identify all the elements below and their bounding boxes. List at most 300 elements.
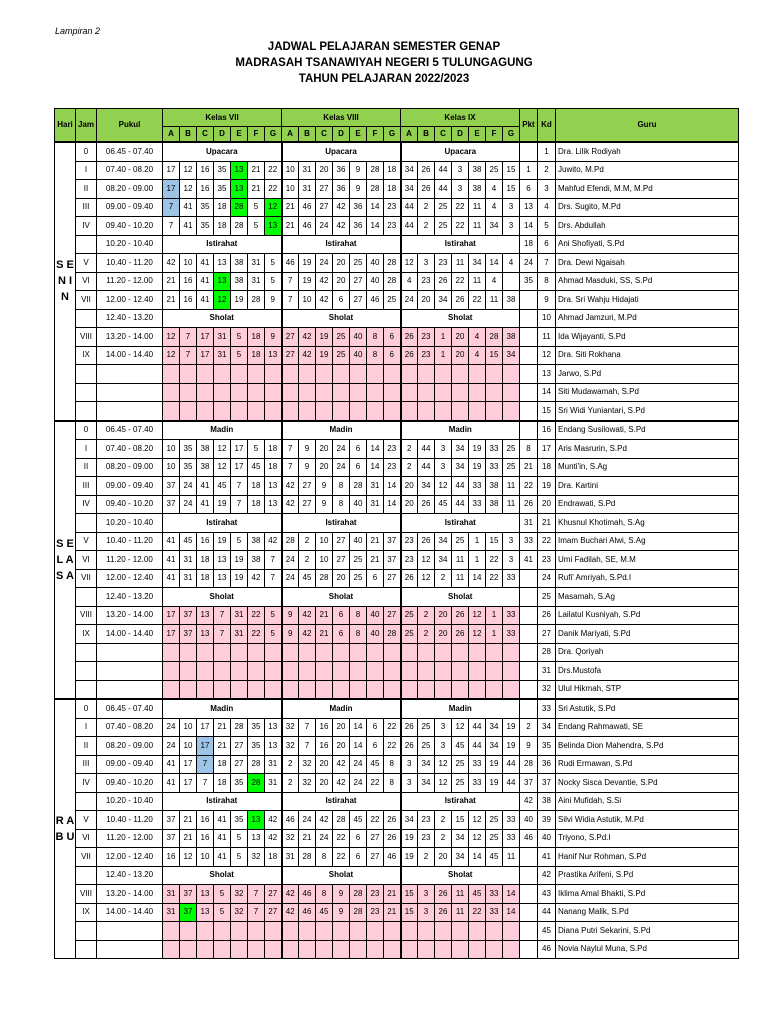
- class-cell-k7-C: 41: [197, 291, 214, 310]
- class-cell-k8-A: 9: [282, 606, 299, 625]
- class-cell-k7-B: 35: [180, 458, 197, 477]
- class-cell-k9-B: 3: [418, 903, 435, 922]
- class-cell-k9-F: 11: [486, 291, 503, 310]
- teacher-code: 2: [538, 161, 556, 180]
- table-row: [55, 458, 739, 477]
- class-cell-k8-A: 21: [282, 217, 299, 236]
- class-cell-k9-C: 26: [435, 885, 452, 904]
- class-cell-k7-B: 17: [180, 774, 197, 793]
- class-cell-k8-E: 6: [350, 848, 367, 867]
- class-cell-k9-A: [401, 365, 418, 384]
- class-cell-k7-A: [163, 922, 180, 941]
- class-cell-k7-G: 7: [265, 551, 282, 570]
- class-cell-k7-C: 38: [197, 458, 214, 477]
- class-cell-k9-E: 11: [469, 217, 486, 236]
- class-cell-k7-A: 16: [163, 848, 180, 867]
- class-cell-k9-B: [418, 402, 435, 421]
- class-cell-k7-E: 27: [231, 755, 248, 774]
- class-cell-k7-E: [231, 922, 248, 941]
- class-cell-k8-D: 42: [333, 198, 350, 217]
- table-row: [55, 755, 739, 774]
- header-col-B: B: [180, 127, 197, 143]
- class-cell-k8-D: 42: [333, 774, 350, 793]
- class-cell-k8-G: 23: [384, 440, 401, 459]
- table-row: [55, 811, 739, 830]
- class-cell-k7-B: 24: [180, 495, 197, 514]
- teacher-name: Masamah, S.Ag: [556, 588, 739, 607]
- class-cell-k9-E: 33: [469, 755, 486, 774]
- class-cell-k8-B: 27: [299, 495, 316, 514]
- class-cell-k8-F: [367, 662, 384, 681]
- class-cell-k7-D: [214, 402, 231, 421]
- class-cell-k7-F: 38: [248, 551, 265, 570]
- class-cell-k7-E: 19: [231, 551, 248, 570]
- class-cell-k9-A: 23: [401, 532, 418, 551]
- class-cell-k8-E: 40: [350, 346, 367, 365]
- class-cell-k8-A: 42: [282, 903, 299, 922]
- class-cell-k9-G: [503, 922, 520, 941]
- class-cell-k9-A: 15: [401, 885, 418, 904]
- pkt-cell: 40: [520, 811, 538, 830]
- teacher-code: 39: [538, 811, 556, 830]
- jam-cell: [76, 383, 97, 402]
- class-cell-k7-G: 12: [265, 198, 282, 217]
- class-cell-k9-D: 34: [452, 848, 469, 867]
- teacher-code: 23: [538, 551, 556, 570]
- class-cell-k9-E: 4: [469, 328, 486, 347]
- class-cell-k9-E: 14: [469, 569, 486, 588]
- class-cell-k9-A: 44: [401, 198, 418, 217]
- class-cell-k7-D: [214, 365, 231, 384]
- class-cell-k9-A: [401, 922, 418, 941]
- pkt-cell: 14: [520, 217, 538, 236]
- class-cell-k9-B: 26: [418, 180, 435, 199]
- day-name: S E L A S A: [55, 421, 76, 700]
- teacher-name: Khusnul Khotimah, S.Ag: [556, 514, 739, 533]
- teacher-code: 12: [538, 346, 556, 365]
- pukul-cell: 11.20 - 12.00: [97, 829, 163, 848]
- class-cell-k8-C: 19: [316, 328, 333, 347]
- class-cell-k8-B: 10: [299, 291, 316, 310]
- class-cell-k9-C: 26: [435, 272, 452, 291]
- class-cell-k7-B: 7: [180, 328, 197, 347]
- class-cell-k8-D: [333, 643, 350, 662]
- table-row: [55, 235, 739, 254]
- class-cell-k7-B: 37: [180, 885, 197, 904]
- class-cell-k7-A: 24: [163, 718, 180, 737]
- class-cell-k7-C: 38: [197, 440, 214, 459]
- class-cell-k8-A: 42: [282, 495, 299, 514]
- pkt-cell: [520, 940, 538, 959]
- class-cell-k7-A: 37: [163, 829, 180, 848]
- class-cell-k8-F: 27: [367, 829, 384, 848]
- break-label: Sholat: [282, 309, 401, 328]
- class-cell-k7-B: [180, 365, 197, 384]
- class-cell-k7-G: 13: [265, 346, 282, 365]
- class-cell-k8-C: 20: [316, 440, 333, 459]
- class-cell-k9-B: 23: [418, 811, 435, 830]
- class-cell-k9-G: [503, 365, 520, 384]
- header-col-D: D: [333, 127, 350, 143]
- class-cell-k7-C: 16: [197, 161, 214, 180]
- teacher-name: Ulul Hikmah, STP: [556, 680, 739, 699]
- class-cell-k9-B: 2: [418, 625, 435, 644]
- class-cell-k9-F: [486, 922, 503, 941]
- class-cell-k7-C: [197, 365, 214, 384]
- class-cell-k7-F: 21: [248, 161, 265, 180]
- class-cell-k8-G: [384, 662, 401, 681]
- jam-cell: III: [76, 198, 97, 217]
- pukul-cell: 13.20 - 14.00: [97, 885, 163, 904]
- class-cell-k9-F: 4: [486, 272, 503, 291]
- table-row: [55, 625, 739, 644]
- pukul-cell: [97, 402, 163, 421]
- class-cell-k7-F: 18: [248, 495, 265, 514]
- class-cell-k8-F: [367, 940, 384, 959]
- class-cell-k8-E: 36: [350, 198, 367, 217]
- pkt-cell: 26: [520, 495, 538, 514]
- jam-cell: [76, 643, 97, 662]
- class-cell-k7-E: 32: [231, 903, 248, 922]
- table-row: [55, 161, 739, 180]
- class-cell-k8-B: 24: [299, 811, 316, 830]
- class-cell-k8-D: 6: [333, 291, 350, 310]
- class-cell-k8-D: 8: [333, 495, 350, 514]
- break-label: Istirahat: [282, 235, 401, 254]
- class-cell-k9-D: 26: [452, 625, 469, 644]
- break-label: Istirahat: [163, 235, 282, 254]
- class-cell-k7-F: 22: [248, 625, 265, 644]
- class-cell-k8-E: [350, 402, 367, 421]
- break-label: Istirahat: [282, 792, 401, 811]
- class-cell-k7-A: 42: [163, 254, 180, 273]
- teacher-name: Endang Susilowati, S.Pd: [556, 421, 739, 440]
- pkt-cell: [520, 291, 538, 310]
- class-cell-k9-F: [486, 643, 503, 662]
- class-cell-k9-F: 22: [486, 551, 503, 570]
- class-cell-k9-C: 45: [435, 495, 452, 514]
- jam-cell: I: [76, 440, 97, 459]
- break-label: Madin: [282, 421, 401, 440]
- pukul-cell: 06.45 - 07.40: [97, 142, 163, 161]
- jam-cell: III: [76, 755, 97, 774]
- class-cell-k8-B: 32: [299, 755, 316, 774]
- jam-cell: V: [76, 532, 97, 551]
- jam-cell: [76, 365, 97, 384]
- jam-cell: II: [76, 180, 97, 199]
- class-cell-k9-B: 26: [418, 161, 435, 180]
- class-cell-k7-D: 21: [214, 718, 231, 737]
- teacher-code: 42: [538, 866, 556, 885]
- class-cell-k7-C: [197, 402, 214, 421]
- class-cell-k7-A: 10: [163, 458, 180, 477]
- teacher-code: 25: [538, 588, 556, 607]
- class-cell-k9-D: 11: [452, 903, 469, 922]
- class-cell-k9-C: 3: [435, 718, 452, 737]
- jam-cell: III: [76, 477, 97, 496]
- header-col-G: G: [265, 127, 282, 143]
- class-cell-k8-C: 20: [316, 755, 333, 774]
- teacher-code: 33: [538, 699, 556, 718]
- class-cell-k8-A: 27: [282, 346, 299, 365]
- class-cell-k9-D: 25: [452, 774, 469, 793]
- jam-cell: 0: [76, 142, 97, 161]
- class-cell-k9-E: 1: [469, 551, 486, 570]
- class-cell-k8-A: [282, 680, 299, 699]
- teacher-name: Hanif Nur Rohman, S.Pd: [556, 848, 739, 867]
- class-cell-k9-C: [435, 365, 452, 384]
- class-cell-k8-C: 42: [316, 291, 333, 310]
- day-name: R A B U: [55, 699, 76, 959]
- table-row: [55, 866, 739, 885]
- class-cell-k8-E: 28: [350, 885, 367, 904]
- teacher-name: Drs. Abdullah: [556, 217, 739, 236]
- teacher-name: Drs.Mustofa: [556, 662, 739, 681]
- teacher-name: Triyono, S.Pd.I: [556, 829, 739, 848]
- class-cell-k8-E: [350, 922, 367, 941]
- class-cell-k7-D: 7: [214, 625, 231, 644]
- pukul-cell: 12.40 - 13.20: [97, 309, 163, 328]
- class-cell-k8-G: 6: [384, 328, 401, 347]
- class-cell-k9-D: [452, 402, 469, 421]
- class-cell-k8-A: 28: [282, 532, 299, 551]
- class-cell-k8-E: [350, 940, 367, 959]
- class-cell-k8-D: 36: [333, 161, 350, 180]
- class-cell-k7-G: 18: [265, 848, 282, 867]
- class-cell-k9-C: [435, 680, 452, 699]
- class-cell-k9-G: 25: [503, 458, 520, 477]
- class-cell-k9-F: 4: [486, 180, 503, 199]
- class-cell-k9-D: 11: [452, 569, 469, 588]
- pukul-cell: 09.00 - 09.40: [97, 755, 163, 774]
- pkt-cell: [520, 662, 538, 681]
- teacher-name: Drs. Sugito, M.Pd: [556, 198, 739, 217]
- class-cell-k9-E: 19: [469, 458, 486, 477]
- class-cell-k8-F: 40: [367, 625, 384, 644]
- class-cell-k9-G: 3: [503, 198, 520, 217]
- header-col-E: E: [350, 127, 367, 143]
- class-cell-k8-A: 27: [282, 328, 299, 347]
- class-cell-k7-D: [214, 940, 231, 959]
- class-cell-k7-C: 17: [197, 718, 214, 737]
- class-cell-k8-D: 20: [333, 569, 350, 588]
- class-cell-k8-D: 20: [333, 254, 350, 273]
- class-cell-k8-C: 16: [316, 718, 333, 737]
- jam-cell: [76, 235, 97, 254]
- class-cell-k7-G: 18: [265, 458, 282, 477]
- class-cell-k8-E: 8: [350, 606, 367, 625]
- class-cell-k8-E: 6: [350, 458, 367, 477]
- class-cell-k8-D: 22: [333, 829, 350, 848]
- class-cell-k7-B: 41: [180, 198, 197, 217]
- class-cell-k8-E: 40: [350, 532, 367, 551]
- break-label: Madin: [282, 699, 401, 718]
- class-cell-k7-D: 45: [214, 477, 231, 496]
- class-cell-k9-E: 44: [469, 718, 486, 737]
- pukul-cell: 12.40 - 13.20: [97, 866, 163, 885]
- pukul-cell: 12.40 - 13.20: [97, 588, 163, 607]
- class-cell-k8-B: [299, 383, 316, 402]
- break-label: Sholat: [401, 309, 520, 328]
- class-cell-k8-G: 37: [384, 551, 401, 570]
- class-cell-k9-E: 38: [469, 180, 486, 199]
- class-cell-k8-D: 24: [333, 440, 350, 459]
- class-cell-k8-D: 28: [333, 811, 350, 830]
- teacher-code: 32: [538, 680, 556, 699]
- pkt-cell: 1: [520, 161, 538, 180]
- pkt-cell: 18: [520, 235, 538, 254]
- class-cell-k7-E: [231, 662, 248, 681]
- class-cell-k9-B: 2: [418, 198, 435, 217]
- class-cell-k7-C: 16: [197, 811, 214, 830]
- class-cell-k8-G: 6: [384, 346, 401, 365]
- class-cell-k7-E: [231, 680, 248, 699]
- class-cell-k9-G: 3: [503, 217, 520, 236]
- table-row: [55, 662, 739, 681]
- teacher-code: 14: [538, 383, 556, 402]
- class-cell-k7-E: 19: [231, 569, 248, 588]
- class-cell-k9-D: 11: [452, 254, 469, 273]
- class-cell-k8-D: 6: [333, 625, 350, 644]
- class-cell-k9-G: 33: [503, 569, 520, 588]
- class-cell-k8-B: 46: [299, 903, 316, 922]
- class-cell-k8-G: 23: [384, 217, 401, 236]
- teacher-code: 17: [538, 440, 556, 459]
- class-cell-k7-F: 45: [248, 458, 265, 477]
- class-cell-k7-B: 37: [180, 625, 197, 644]
- class-cell-k8-E: [350, 643, 367, 662]
- class-cell-k8-G: 14: [384, 495, 401, 514]
- class-cell-k9-B: 20: [418, 291, 435, 310]
- class-cell-k8-G: 21: [384, 885, 401, 904]
- class-cell-k9-G: 33: [503, 829, 520, 848]
- class-cell-k9-A: 2: [401, 440, 418, 459]
- pukul-cell: [97, 662, 163, 681]
- teacher-code: 27: [538, 625, 556, 644]
- class-cell-k7-A: 37: [163, 811, 180, 830]
- class-cell-k9-C: 12: [435, 755, 452, 774]
- class-cell-k8-F: [367, 365, 384, 384]
- class-cell-k8-B: 28: [299, 848, 316, 867]
- pkt-cell: [520, 383, 538, 402]
- class-cell-k9-B: [418, 680, 435, 699]
- pkt-cell: 35: [520, 272, 538, 291]
- class-cell-k9-E: 1: [469, 532, 486, 551]
- teacher-code: 38: [538, 792, 556, 811]
- class-cell-k7-G: [265, 922, 282, 941]
- class-cell-k9-G: 11: [503, 495, 520, 514]
- break-label: Madin: [163, 699, 282, 718]
- class-cell-k9-C: 25: [435, 217, 452, 236]
- class-cell-k8-A: 31: [282, 848, 299, 867]
- header-jam: Jam: [76, 109, 97, 143]
- class-cell-k7-G: 13: [265, 477, 282, 496]
- pukul-cell: [97, 940, 163, 959]
- class-cell-k9-C: 44: [435, 161, 452, 180]
- class-cell-k7-F: 13: [248, 829, 265, 848]
- class-cell-k7-B: 10: [180, 254, 197, 273]
- class-cell-k8-G: 37: [384, 532, 401, 551]
- class-cell-k7-E: [231, 940, 248, 959]
- academic-year: TAHUN PELAJARAN 2022/2023: [298, 73, 470, 85]
- teacher-code: 5: [538, 217, 556, 236]
- class-cell-k7-F: 28: [248, 774, 265, 793]
- class-cell-k9-E: 11: [469, 198, 486, 217]
- class-cell-k8-C: [316, 643, 333, 662]
- class-cell-k7-D: 18: [214, 774, 231, 793]
- class-cell-k9-E: 22: [469, 291, 486, 310]
- class-cell-k8-C: 20: [316, 774, 333, 793]
- class-cell-k8-F: 22: [367, 774, 384, 793]
- pkt-cell: [520, 848, 538, 867]
- class-cell-k7-A: 41: [163, 532, 180, 551]
- class-cell-k9-F: [486, 383, 503, 402]
- class-cell-k8-G: 25: [384, 291, 401, 310]
- class-cell-k7-E: 7: [231, 477, 248, 496]
- jam-cell: VII: [76, 848, 97, 867]
- class-cell-k7-E: 35: [231, 811, 248, 830]
- teacher-name: Munti'in, S.Ag: [556, 458, 739, 477]
- class-cell-k8-G: 26: [384, 811, 401, 830]
- lampiran-label: Lampiran 2: [55, 26, 101, 36]
- class-cell-k9-G: [503, 940, 520, 959]
- class-cell-k9-F: [486, 365, 503, 384]
- table-row: [55, 477, 739, 496]
- class-cell-k8-C: 45: [316, 903, 333, 922]
- class-cell-k7-C: 35: [197, 217, 214, 236]
- class-cell-k7-E: 38: [231, 254, 248, 273]
- class-cell-k9-G: 15: [503, 180, 520, 199]
- teacher-name: Dra. Lilik Rodiyah: [556, 142, 739, 161]
- teacher-code: 37: [538, 774, 556, 793]
- class-cell-k7-C: [197, 940, 214, 959]
- header-hari: Hari: [55, 109, 76, 143]
- class-cell-k8-A: [282, 643, 299, 662]
- class-cell-k8-D: 25: [333, 328, 350, 347]
- teacher-name: Aris Masrurin, S.Pd: [556, 440, 739, 459]
- class-cell-k8-E: 40: [350, 495, 367, 514]
- class-cell-k7-F: [248, 662, 265, 681]
- class-cell-k7-B: 12: [180, 848, 197, 867]
- class-cell-k8-A: 2: [282, 774, 299, 793]
- class-cell-k9-F: 33: [486, 440, 503, 459]
- pukul-cell: [97, 922, 163, 941]
- class-cell-k9-B: 34: [418, 477, 435, 496]
- class-cell-k9-C: 3: [435, 440, 452, 459]
- class-cell-k9-C: [435, 383, 452, 402]
- class-cell-k9-C: 23: [435, 254, 452, 273]
- class-cell-k7-G: 13: [265, 737, 282, 756]
- table-row: [55, 514, 739, 533]
- class-cell-k9-F: 25: [486, 811, 503, 830]
- class-cell-k7-G: 31: [265, 755, 282, 774]
- class-cell-k9-B: 23: [418, 272, 435, 291]
- class-cell-k9-A: 4: [401, 272, 418, 291]
- class-cell-k7-F: [248, 402, 265, 421]
- teacher-code: 22: [538, 532, 556, 551]
- class-cell-k8-E: 9: [350, 161, 367, 180]
- pkt-cell: 6: [520, 180, 538, 199]
- class-cell-k7-A: [163, 680, 180, 699]
- class-cell-k7-D: 5: [214, 903, 231, 922]
- class-cell-k8-C: [316, 402, 333, 421]
- class-cell-k7-E: 35: [231, 774, 248, 793]
- class-cell-k8-B: 7: [299, 718, 316, 737]
- class-cell-k9-A: 19: [401, 829, 418, 848]
- class-cell-k7-F: 32: [248, 848, 265, 867]
- class-cell-k8-F: 6: [367, 737, 384, 756]
- class-cell-k7-F: 18: [248, 477, 265, 496]
